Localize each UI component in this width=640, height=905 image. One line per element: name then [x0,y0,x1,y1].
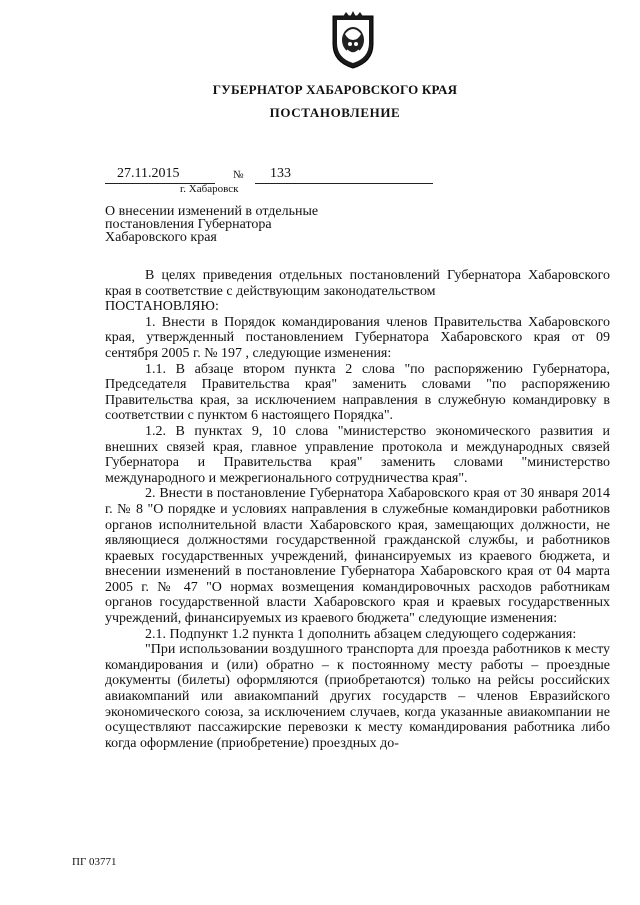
number-sign: № [233,169,244,181]
paragraph-2: 2. Внести в постановление Губернатора Хабаровского края от 30 января 2014 г. № 8 "О порядке и условиях направления в служебные командировки работников органов исполнительной власти Хабаровского края, замещающих должности, не являющиеся должностями государственной гражданской службы, и работников краевых государственных учреждений, финансируемых из краевого бюджета, и внесении изменений в постановление Губернатора Хабаровского края от 04 марта 2005 г. № 47 "О нормах возмещения командировочных расходов работникам органов государственной власти Хабаровского края и краевых государственных учреждений, финансируемых из краевого бюджета" следующие изменения: [105,486,610,627]
resolve-heading: ПОСТАНОВЛЯЮ: [105,299,219,315]
document-code: ПГ 03771 [72,856,117,868]
paragraph-1: 1. Внести в Порядок командирования членов Правительства Хабаровского края, утвержденный постановлением Губернатора Хабаровского края от 09 сентября 2005 г. № 197 , следующие изменения: [105,314,610,361]
issue-city: г. Хабаровск [180,183,239,195]
issuer-title: ГУБЕРНАТОР ХАБАРОВСКОГО КРАЯ [212,82,458,97]
document-body [105,268,610,751]
paragraph-quote: "При использовании воздушного транспорта для проезда работников к месту командирования и (или) обратно – к постоянному месту работы – проездные документы (билеты) оформляются (приобретаются) только на рейсы российских авиакомпаний или авиакомпаний других государств – членов Евразийского экономического союза, за исключением случаев, когда указанные авиакомпании не осуществляют пассажирские перевозки к месту командирования работника либо когда оформление (приобретение) проездных до- [105,642,610,751]
paragraph-2-1: 2.1. Подпункт 1.2 пункта 1 дополнить абзацем следующего содержания: [145,626,577,642]
coat-of-arms-icon [328,10,378,70]
document-subject: О внесении изменений в отдельные постановления Губернатора Хабаровского края [105,204,319,245]
paragraph-1-1: 1.1. В абзаце втором пункта 2 слова "по распоряжению Губернатора, Председателя Правительства края" заменить словами "по распоряжению Правительства края, за исключением направления в служебную командировку в соответствии с пунктом 6 настоящего Порядка". [105,361,610,424]
preamble-paragraph: В целях приведения отдельных постановлений Губернатора Хабаровского края в соответствие с действующим законодательством [105,268,610,299]
number-underline [255,183,433,184]
paragraph-1-2: 1.2. В пунктах 9, 10 слова "министерство экономического развития и внешних связей края, главное управление протокола и международных связей Губернатора и Правительства края" заменить словами "министерство международного и межрегионального сотрудничества края". [105,423,610,486]
document-type: ПОСТАНОВЛЕНИЕ [269,105,401,120]
document-date: 27.11.2015 [117,166,180,181]
document-number: 133 [270,166,291,181]
